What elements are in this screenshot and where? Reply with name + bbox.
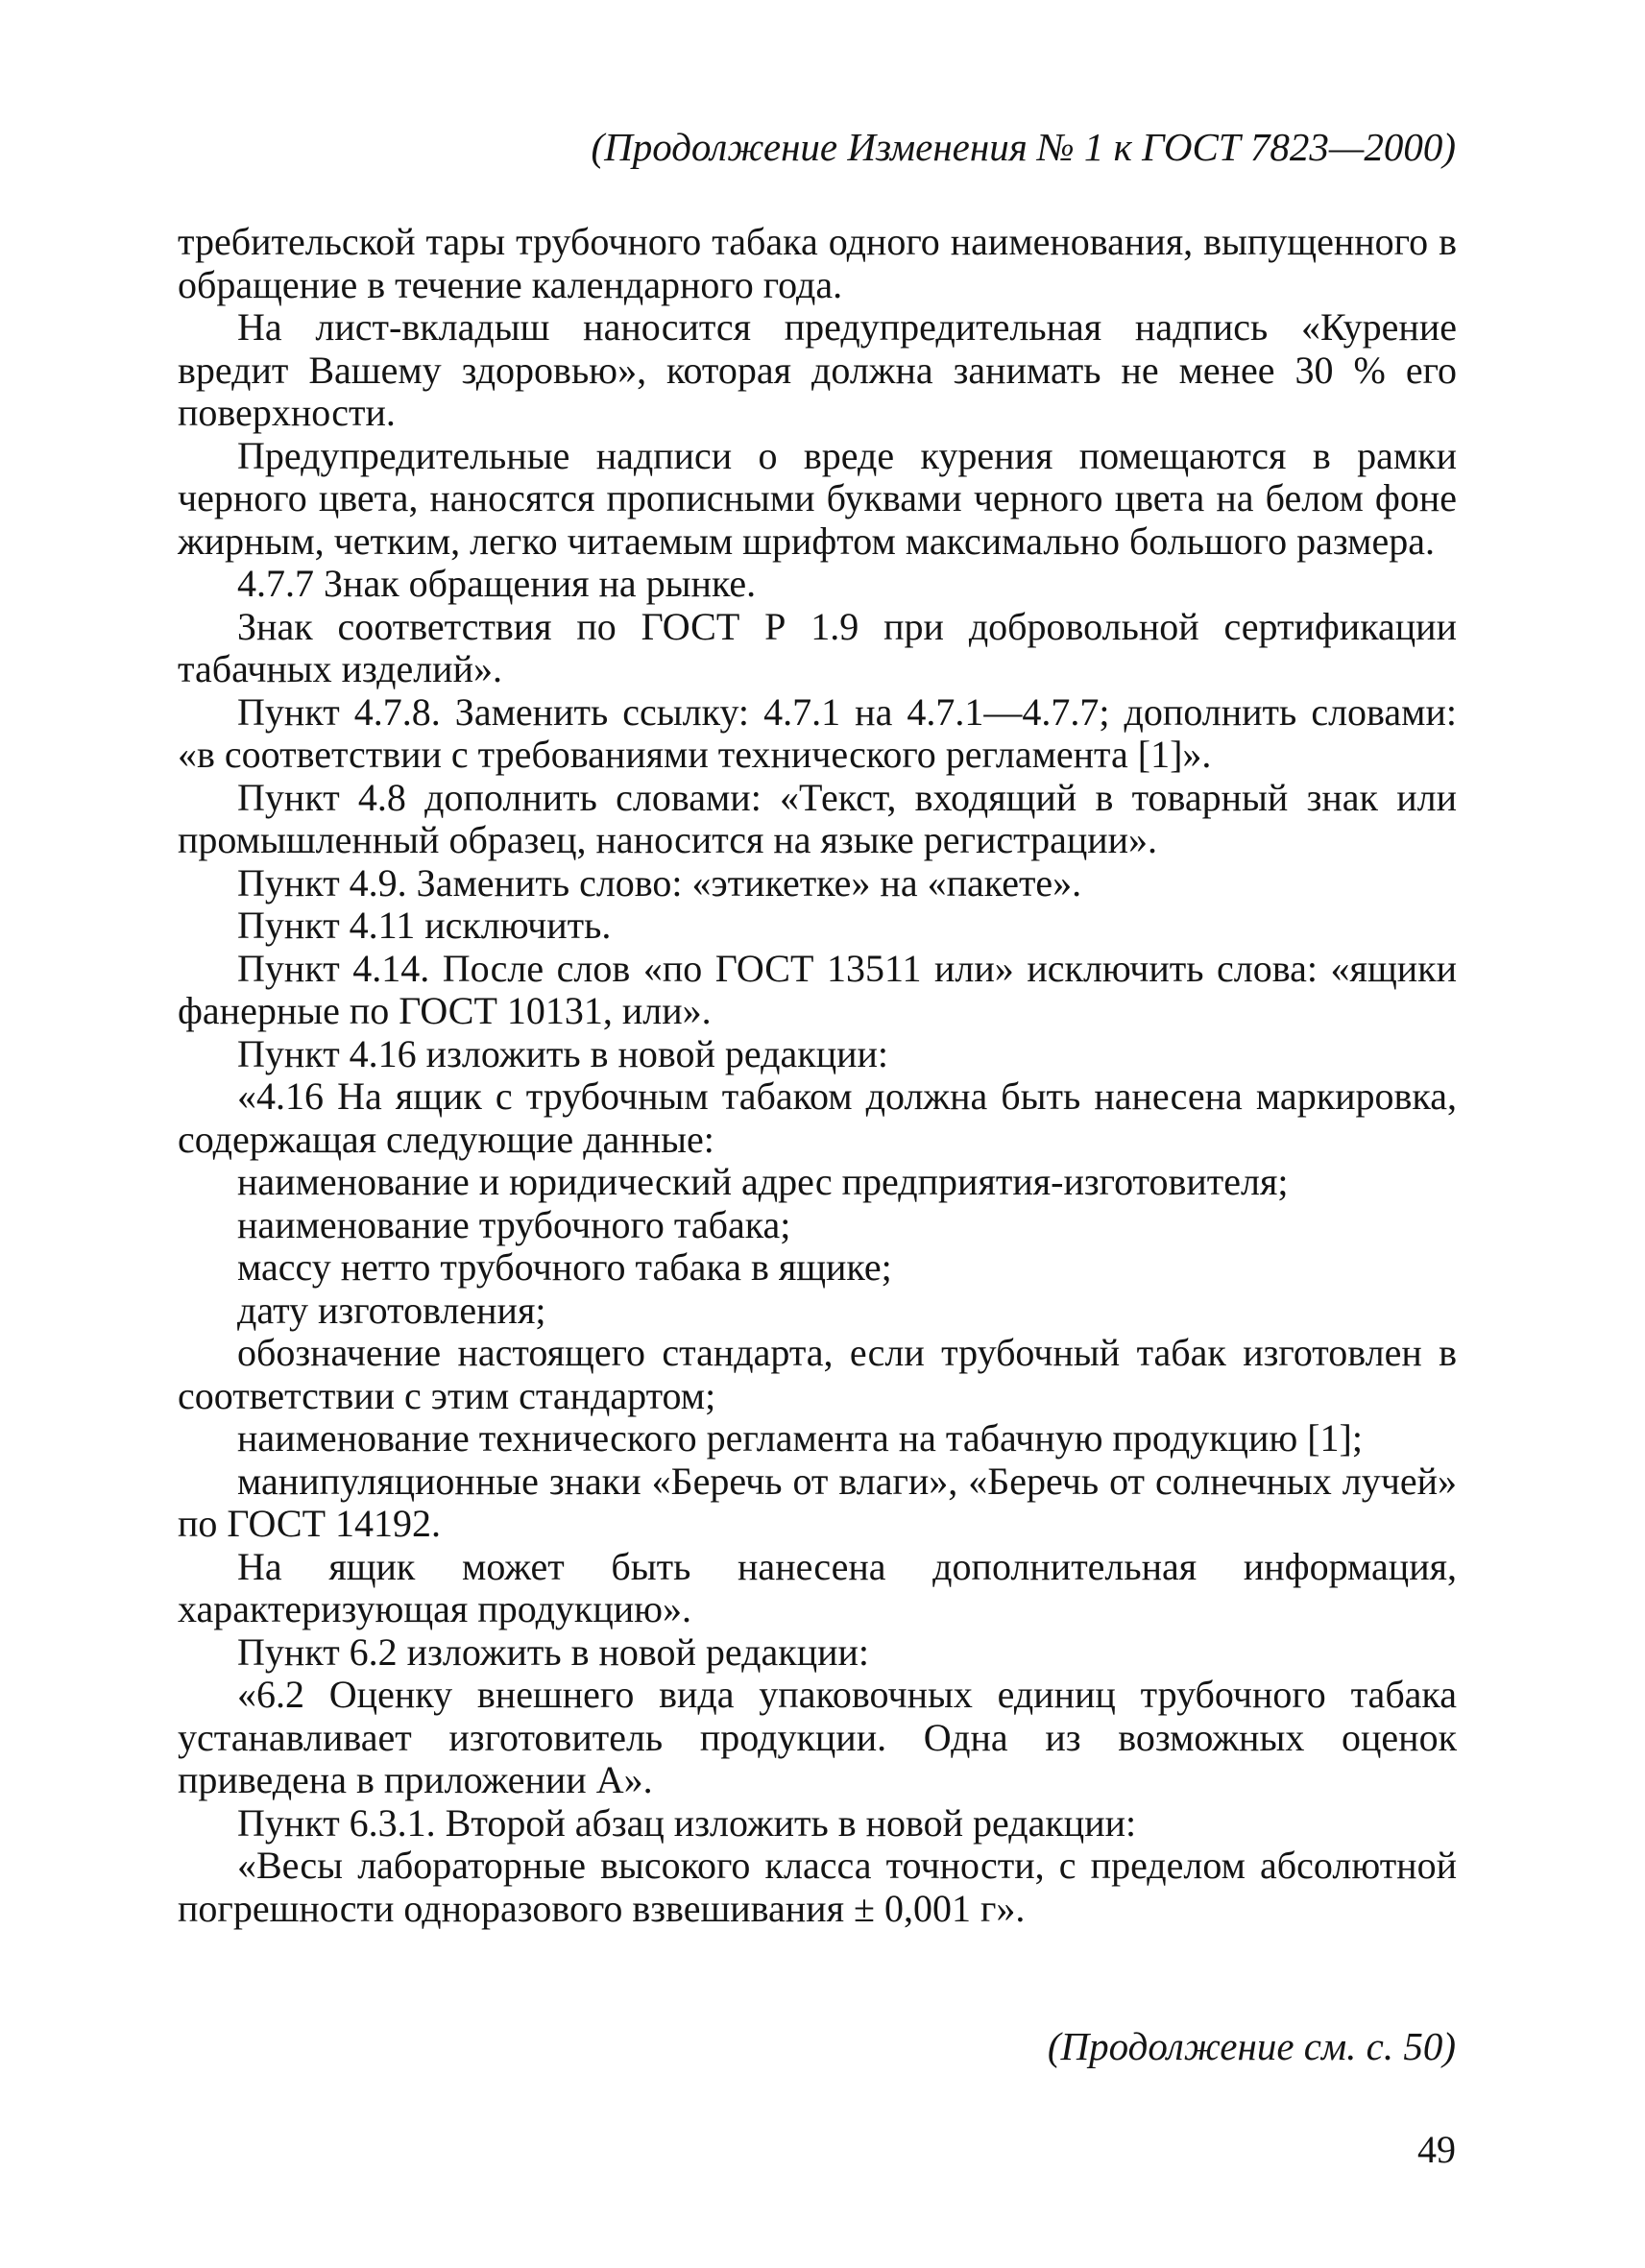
paragraph-clause-4-16-intro: Пункт 4.16 изложить в новой редакции:: [237, 1031, 889, 1075]
paragraph-clause-6-3-1: «Весы лабораторные высокого класса точности, с пределом абсолютной погрешности одноразового взвешивания ± 0,001 г».: [178, 1844, 1457, 1930]
paragraph-additional-info: На ящик может быть нанесена дополнительная информация, характеризующая продукцию».: [178, 1544, 1457, 1630]
paragraph-clause-4-9: Пункт 4.9. Заменить слово: «этикетке» на «пакете».: [237, 860, 1082, 905]
marking-list-item: дату изготовления;: [237, 1288, 546, 1332]
marking-list-item: массу нетто трубочного табака в ящике;: [237, 1245, 892, 1289]
paragraph-conformity-mark: Знак соответствия по ГОСТ Р 1.9 при добровольной сертификации табачных изделий».: [178, 604, 1457, 690]
continuation-note: (Продолжение см. с. 50): [1047, 2024, 1456, 2068]
page-number: 49: [1417, 2128, 1456, 2171]
paragraph-clause-6-3-1-intro: Пункт 6.3.1. Второй абзац изложить в новой редакции:: [237, 1800, 1137, 1845]
paragraph-clause-4-11: Пункт 4.11 исключить.: [237, 904, 612, 947]
paragraph-clause-6-2-intro: Пункт 6.2 изложить в новой редакции:: [237, 1629, 870, 1674]
paragraph-clause-4-7-7: 4.7.7 Знак обращения на рынке.: [237, 562, 757, 605]
paragraph-continuation: требительской тары трубочного табака одного наименования, выпущенного в обращение в течение календарного года.: [178, 220, 1457, 306]
marking-list-item: наименование трубочного табака;: [237, 1202, 791, 1246]
paragraph-clause-4-8: Пункт 4.8 дополнить словами: «Текст, входящий в товарный знак или промышленный образец, наносится на языке регистрации».: [178, 775, 1457, 861]
paragraph-clause-4-16: «4.16 На ящик с трубочным табаком должна быть нанесена маркировка, содержащая следующие данные:: [178, 1074, 1457, 1161]
paragraph-clause-6-2: «6.2 Оценку внешнего вида упаковочных единиц трубочного табака устанавливает изготовитель продукции. Одна из возможных оценок приведена в приложении А».: [178, 1673, 1457, 1801]
paragraph-warning-format: Предупредительные надписи о вреде курения помещаются в рамки черного цвета, наносятся прописными буквами черного цвета на белом фоне жирным, четким, легко читаемым шрифтом максимально большого размера.: [178, 433, 1457, 563]
marking-list-item: наименование и юридический адрес предприятия-изготовителя;: [237, 1160, 1289, 1203]
body-text: [178, 221, 1457, 1930]
marking-list-item: обозначение настоящего стандарта, если трубочный табак изготовлен в соответствии с этим стандартом;: [178, 1331, 1457, 1417]
running-header: (Продолжение Изменения № 1 к ГОСТ 7823—2000): [591, 125, 1456, 169]
paragraph-clause-4-7-8: Пункт 4.7.8. Заменить ссылку: 4.7.1 на 4.7.1—4.7.7; дополнить словами: «в соответствии с требованиями технического регламента [1]».: [178, 689, 1457, 776]
paragraph-leaflet-warning: На лист-вкладыш наносится предупредительная надпись «Курение вредит Вашему здоровью», которая должна занимать не менее 30 % его поверхности.: [178, 305, 1457, 434]
paragraph-clause-4-14: Пункт 4.14. После слов «по ГОСТ 13511 или» исключить слова: «ящики фанерные по ГОСТ 10131, или».: [178, 946, 1457, 1032]
marking-list-item: манипуляционные знаки «Беречь от влаги», «Беречь от солнечных лучей» по ГОСТ 14192.: [178, 1459, 1457, 1545]
marking-list-item: наименование технического регламента на табачную продукцию [1];: [237, 1416, 1363, 1460]
